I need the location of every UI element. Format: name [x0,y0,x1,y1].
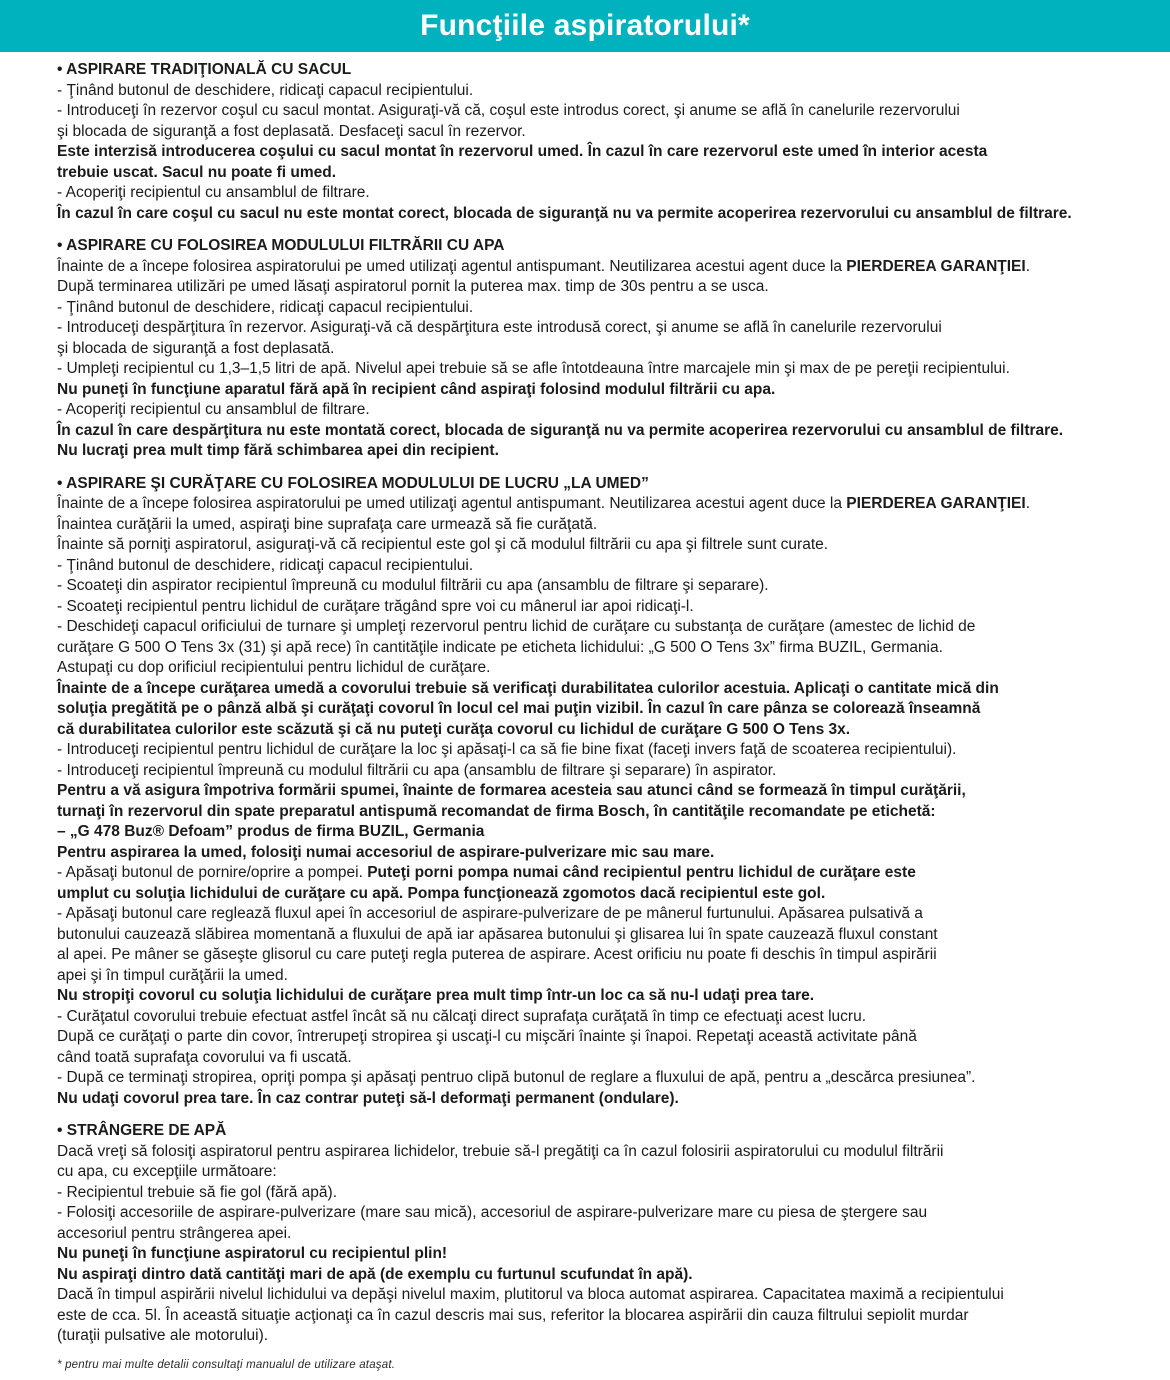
section-heading: • ASPIRARE TRADIŢIONALĂ CU SACUL [57,61,352,78]
text-line [57,802,1152,823]
text-line [57,1326,1152,1347]
text-segment: - Recipientul trebuie să fie gol (fără apă). [57,1183,338,1201]
text-segment: trebuie uscat. Sacul nu poate fi umed. [57,163,337,181]
text-segment: soluţia pregătită pe o pânză albă şi curăţaţi covorul în locul cel mai puţin vizibil. În cazul în care pânza se colorează înseamnă [57,700,981,717]
text-line [57,1183,1152,1204]
text-segment: - Scoateţi recipientul pentru lichidul de curăţare trăgând spre voi cu mânerul iar apoi ridicaţi-l. [57,597,694,615]
text-line [57,597,1152,618]
text-line [57,515,1152,536]
manual-content [0,52,1170,1371]
text-line [57,494,1152,515]
text-line [57,966,1152,987]
manual-section [57,60,1152,224]
text-segment: PIERDEREA GARANŢIEI [846,495,1026,512]
text-line [57,1224,1152,1245]
text-line [57,81,1152,102]
text-line [57,257,1152,278]
text-segment: - Scoateţi din aspirator recipientul împreună cu modulul filtrării cu apa (ansamblu de filtrare şi separare). [57,577,769,594]
text-segment: Nu udaţi covorul prea tare. În caz contrar puteţi să-l deformaţi permanent (ondulare). [57,1089,679,1107]
text-segment: butonului cauzează slăbirea momentană a fluxului de apă iar apăsarea butonului şi glisarea lui în spate cauzează fluxul constant [57,925,938,943]
text-line [57,1162,1152,1183]
text-line [57,761,1152,782]
text-segment: - Acoperiţi recipientul cu ansamblul de filtrare. [57,184,370,201]
text-line [57,1203,1152,1224]
sections [57,60,1152,1347]
text-segment: Înainte de a începe curăţarea umedă a covorului trebuie să verificaţi durabilitatea culorilor acestuia. Aplicaţi o cantitate mică din [57,679,999,697]
section-heading: • ASPIRARE ŞI CURĂŢARE CU FOLOSIREA MODULULUI DE LUCRU „LA UMED” [57,474,649,492]
text-segment: Nu puneţi în funcţiune aspiratorul cu recipientul plin! [57,1245,448,1262]
text-line [57,101,1152,122]
text-line [57,638,1152,659]
text-line [57,359,1152,380]
text-line [57,163,1152,184]
text-line [57,679,1152,700]
text-line [57,142,1152,163]
text-line [57,1306,1152,1327]
text-segment: Dacă în timpul aspirării nivelul lichidului va depăşi nivelul maxim, plutitorul va bloca automat aspirarea. Capacitatea maximă a recipientului [57,1286,1004,1303]
section-heading: • ASPIRARE CU FOLOSIREA MODULULUI FILTRĂRII CU APA [57,237,505,254]
text-segment: curăţare G 500 O Tens 3x (31) şi apă rece) în cantităţile indicate pe eticheta lichidului: „G 500 O Tens 3x” firma BUZIL, Germania. [57,638,943,656]
text-segment: apei şi în timpul curăţării la umed. [57,966,288,984]
section-heading: • STRÂNGERE DE APĂ [57,1122,227,1139]
text-line [57,204,1152,225]
text-segment: Nu aspiraţi dintro dată cantităţi mari de apă (de exemplu cu furtunul scufundat în apă). [57,1265,693,1283]
text-segment: În cazul în care despărţitura nu este montată corect, blocada de siguranţă nu va permite acoperirea rezervorului cu ansamblul de filtrare. [57,421,1064,439]
text-segment: umplut cu soluţia lichidului de curăţare cu apă. Pompa funcţionează zgomotos dacă recipientul este gol. [57,884,826,902]
text-line [57,617,1152,638]
manual-section [57,236,1152,462]
text-segment: - Introduceţi în rezervor coşul cu sacul montat. Asiguraţi-vă că, coşul este introdus corect, şi anume se află în canelurile rezervorului [57,102,960,119]
text-segment: Înainte să porniţi aspiratorul, asiguraţi-vă că recipientul este gol şi că modulul filtrării cu apa şi filtrele sunt curate. [57,536,829,553]
text-line [57,277,1152,298]
text-line [57,1068,1152,1089]
text-segment: că durabilitatea culorilor este scăzută şi că nu puteţi curăţa covorul cu lichidul de curăţare G 500 O Tens 3x. [57,720,851,738]
text-segment: Puteţi porni pompa numai când recipientul pentru lichidul de curăţare este [367,864,916,881]
text-segment: . [1025,495,1031,512]
text-segment: - Acoperiţi recipientul cu ansamblul de filtrare. [57,401,370,418]
text-segment: - Deschideţi capacul orificiului de turnare şi umpleţi rezervorul pentru lichid de curăţare cu substanţa de curăţare (amestec de lichid de [57,618,976,635]
text-line [57,986,1152,1007]
text-segment: - După ce terminaţi stropirea, opriţi pompa şi apăsaţi pentruo clipă butonul de reglare a fluxului de apă, pentru a „descărca presiunea”. [57,1069,976,1086]
text-line [57,183,1152,204]
text-segment: . [1025,257,1031,275]
text-segment: După terminarea utilizări pe umed lăsaţi aspiratorul pornit la puterea max. timp de 30s pentru a se usca. [57,278,769,295]
text-line [57,122,1152,143]
text-segment: - Apăsaţi butonul de pornire/oprire a pompei. [57,864,368,881]
text-segment: şi blocada de siguranţă a fost deplasată. Desfaceţi sacul în rezervor. [57,122,526,140]
text-segment: Pentru aspirarea la umed, folosiţi numai accesoriul de aspirare-pulverizare mic sau mare. [57,843,715,861]
manual-section [57,474,1152,1110]
text-segment: al apei. Pe mâner se găseşte glisorul cu care puteţi regla puterea de aspirare. Acest orificiu nu poate fi deschis în timpul aspirării [57,946,937,963]
text-line [57,720,1152,741]
text-segment: când toată suprafaţa covorului va fi uscată. [57,1048,352,1066]
text-line [57,1142,1152,1163]
text-line [57,441,1152,462]
text-segment: Nu puneţi în funcţiune aparatul fără apă în recipient când aspiraţi folosind modulul filtrării cu apa. [57,380,776,398]
text-segment: Nu lucraţi prea mult timp fără schimbarea apei din recipient. [57,442,499,459]
text-segment: Înaintea curăţării la umed, aspiraţi bine suprafaţa care urmează să fie curăţată. [57,515,598,533]
text-line [57,576,1152,597]
text-segment: - Ţinând butonul de deschidere, ridicaţi capacul recipientului. [57,556,474,574]
text-line [57,1285,1152,1306]
text-segment: Astupaţi cu dop orificiul recipientului pentru lichidul de curăţare. [57,659,491,676]
text-line [57,339,1152,360]
text-segment: - Ţinând butonul de deschidere, ridicaţi capacul recipientului. [57,81,474,99]
text-segment: PIERDEREA GARANŢIEI [846,257,1026,275]
text-segment: - Curăţatul covorului trebuie efectuat astfel încât să nu călcaţi direct suprafaţa curăţată în timp ce efectuaţi acest lucru. [57,1007,866,1025]
text-line [57,781,1152,802]
text-segment: şi blocada de siguranţă a fost deplasată. [57,339,335,357]
text-segment: – „G 478 Buz® Defoam” produs de firma BUZIL, Germania [57,823,485,840]
manual-section [57,1121,1152,1347]
page-title: Funcţiile aspiratorului* [420,9,750,42]
text-line [57,318,1152,339]
text-line [57,884,1152,905]
text-line [57,822,1152,843]
text-line [57,1027,1152,1048]
text-segment: Înainte de a începe folosirea aspiratorului pe umed utilizaţi agentul antispumant. Neutilizarea acestui agent duce la [57,257,847,275]
text-line [57,1007,1152,1028]
text-line [57,863,1152,884]
text-line [57,1244,1152,1265]
text-segment: Nu stropiţi covorul cu soluţia lichidului de curăţare prea mult timp într-un loc ca să nu-l udaţi prea tare. [57,987,815,1004]
footnote: * pentru mai multe detalii consultaţi manualul de utilizare ataşat. [57,1358,396,1371]
text-line [57,380,1152,401]
text-line [57,904,1152,925]
text-segment: - Ţinând butonul de deschidere, ridicaţi capacul recipientului. [57,298,474,316]
text-segment: cu apa, cu excepţiile următoare: [57,1163,277,1180]
text-segment: Înainte de a începe folosirea aspiratorului pe umed utilizaţi agentul antispumant. Neutilizarea acestui agent duce la [57,495,847,512]
text-line [57,535,1152,556]
text-line [57,1265,1152,1286]
text-line [57,400,1152,421]
text-segment: accesoriul pentru strângerea apei. [57,1224,292,1242]
text-segment: este de cca. 5l. În această situaţie acţionaţi ca în cazul descris mai sus, referitor la blocarea aspirării din cauza filtrului sepiolit murdar [57,1306,969,1324]
text-line [57,740,1152,761]
text-line [57,421,1152,442]
text-segment: - Introduceţi recipientul împreună cu modulul filtrării cu apa (ansamblu de filtrare şi separare) în aspirator. [57,761,777,779]
text-segment: - Introduceţi despărţitura în rezervor. Asiguraţi-vă că despărţitura este introdusă corect, şi anume se află în canelurile rezervorului [57,319,942,336]
text-segment: În cazul în care coşul cu sacul nu este montat corect, blocada de siguranţă nu va permite acoperirea rezervorului cu ansamblul de filtrare. [57,204,1072,222]
text-segment: (turaţii pulsative ale motorului). [57,1327,269,1344]
page-header [0,0,1170,52]
text-line [57,699,1152,720]
text-segment: turnaţi în rezervorul din spate preparatul antispumă recomandat de firma Bosch, în cantităţile recomandate pe etichetă: [57,802,936,820]
text-line [57,1048,1152,1069]
text-segment: După ce curăţaţi o parte din covor, întrerupeţi stropirea şi uscaţi-l cu mişcări înainte şi înapoi. Repetaţi această activitate până [57,1028,917,1045]
text-line [57,843,1152,864]
text-segment: Pentru a vă asigura împotriva formării spumei, înainte de formarea acesteia sau atunci când se formează în timpul curăţării, [57,782,966,799]
text-segment: - Folosiţi accesoriile de aspirare-pulverizare (mare sau mică), accesoriul de aspirare-pulverizare mare cu piesa de ştergere sau [57,1204,928,1221]
text-line [57,1089,1152,1110]
text-segment: - Umpleţi recipientul cu 1,3–1,5 litri de apă. Nivelul apei trebuie să se afle întotdeauna între marcajele min şi max de pe pereţii recipientului. [57,360,1010,377]
text-segment: - Apăsaţi butonul care reglează fluxul apei în accesoriul de aspirare-pulverizare de pe mânerul furtunului. Apăsarea pulsativă a [57,905,923,922]
text-line [57,925,1152,946]
text-line [57,298,1152,319]
text-segment: Este interzisă introducerea coşului cu sacul montat în rezervorul umed. În cazul în care rezervorul este umed în interior acesta [57,143,988,160]
text-line [57,945,1152,966]
text-line [57,556,1152,577]
text-segment: Dacă vreţi să folosiţi aspiratorul pentru aspirarea lichidelor, trebuie să-l pregătiţi ca în cazul folosirii aspiratorului cu modulul filtrării [57,1142,944,1160]
text-segment: - Introduceţi recipientul pentru lichidul de curăţare la loc şi apăsaţi-l ca să fie bine fixat (faceţi invers faţă de scoaterea recipientului). [57,741,957,758]
text-line [57,658,1152,679]
